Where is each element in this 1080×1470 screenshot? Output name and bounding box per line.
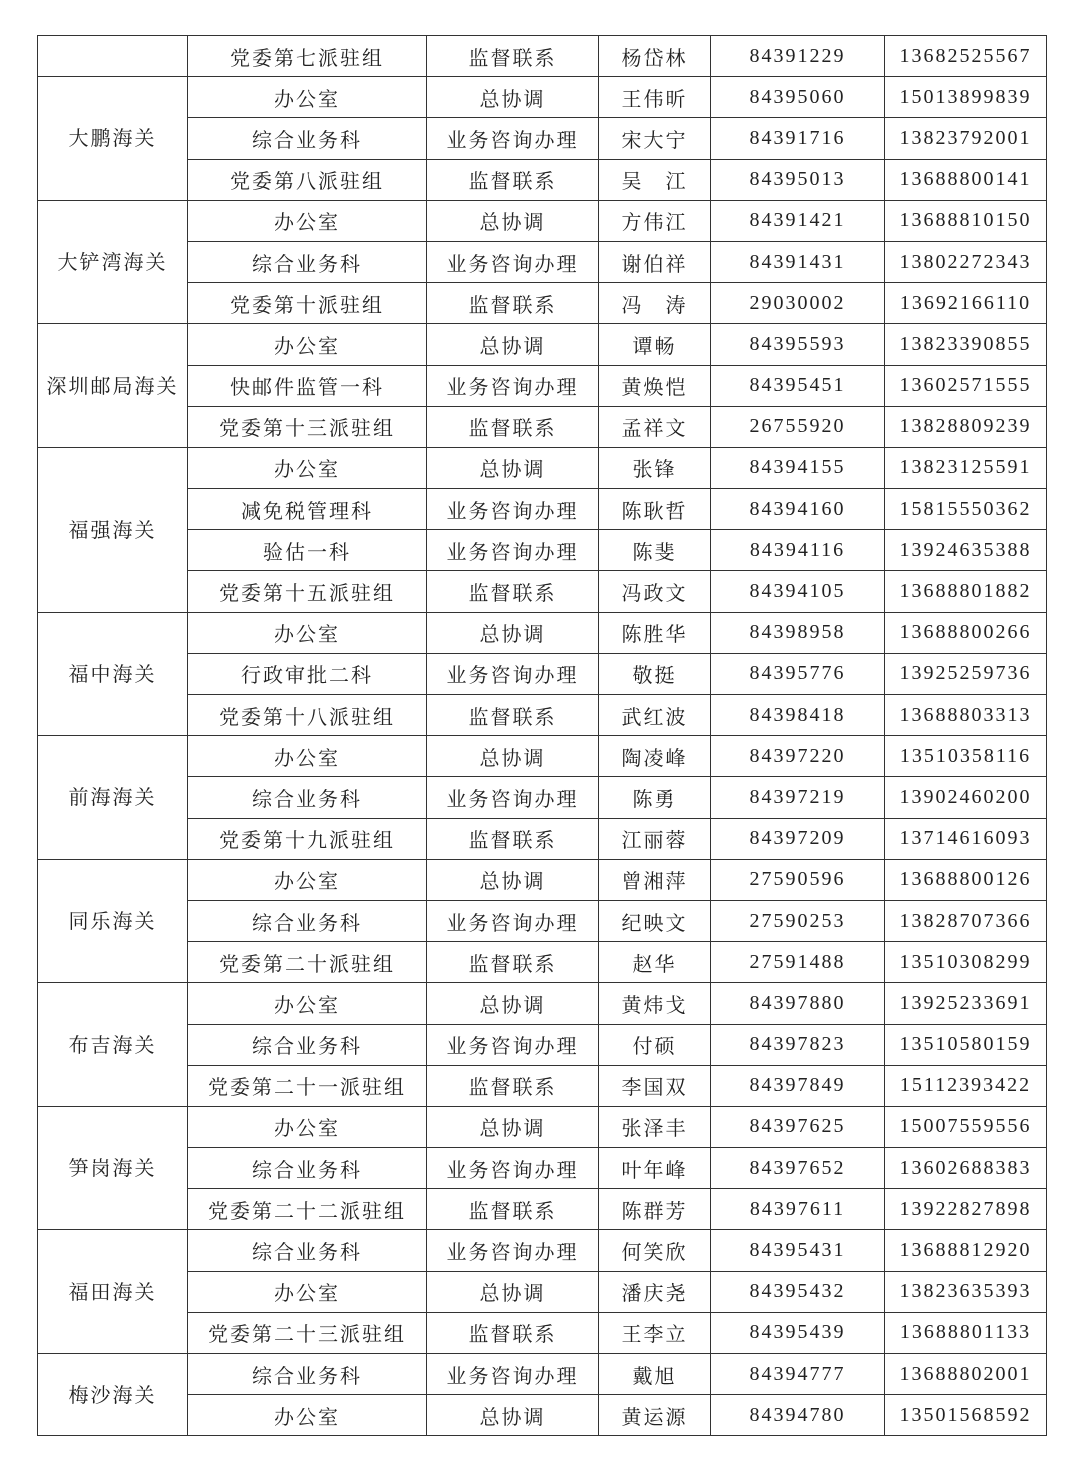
mobile-phone-cell: 13828809239 (885, 406, 1047, 447)
role-cell: 业务咨询办理 (427, 365, 599, 406)
customs-office-cell: 福中海关 (38, 612, 188, 736)
table-row (38, 447, 1047, 488)
department-cell: 办公室 (188, 1271, 427, 1312)
department-cell: 党委第七派驻组 (188, 36, 427, 77)
mobile-phone-cell: 13688801133 (885, 1312, 1047, 1353)
mobile-phone-cell: 13925233691 (885, 983, 1047, 1024)
customs-office-cell: 大铲湾海关 (38, 200, 188, 324)
mobile-phone-cell: 13823635393 (885, 1271, 1047, 1312)
department-cell: 综合业务科 (188, 118, 427, 159)
department-cell: 办公室 (188, 859, 427, 900)
table-row (38, 736, 1047, 777)
contact-name-cell: 武红波 (599, 695, 711, 736)
role-cell: 总协调 (427, 612, 599, 653)
table-row (38, 530, 1047, 571)
office-phone-cell: 84391431 (711, 241, 885, 282)
contact-name-cell: 杨岱林 (599, 36, 711, 77)
department-cell: 综合业务科 (188, 241, 427, 282)
department-cell: 党委第十九派驻组 (188, 818, 427, 859)
department-cell: 办公室 (188, 324, 427, 365)
department-cell: 综合业务科 (188, 900, 427, 941)
role-cell: 总协调 (427, 200, 599, 241)
role-cell: 监督联系 (427, 818, 599, 859)
department-cell: 党委第十八派驻组 (188, 695, 427, 736)
department-cell: 党委第二十三派驻组 (188, 1312, 427, 1353)
table-row (38, 1065, 1047, 1106)
contact-name-cell: 王李立 (599, 1312, 711, 1353)
contact-name-cell: 潘庆尧 (599, 1271, 711, 1312)
role-cell: 总协调 (427, 447, 599, 488)
department-cell: 办公室 (188, 77, 427, 118)
office-phone-cell: 27590596 (711, 859, 885, 900)
department-cell: 办公室 (188, 736, 427, 777)
table-row (38, 1148, 1047, 1189)
office-phone-cell: 84397823 (711, 1024, 885, 1065)
contact-name-cell: 冯政文 (599, 571, 711, 612)
table-row (38, 200, 1047, 241)
office-phone-cell: 26755920 (711, 406, 885, 447)
office-phone-cell: 84398418 (711, 695, 885, 736)
customs-office-cell: 梅沙海关 (38, 1354, 188, 1436)
office-phone-cell: 84397849 (711, 1065, 885, 1106)
office-phone-cell: 84395431 (711, 1230, 885, 1271)
mobile-phone-cell: 13501568592 (885, 1395, 1047, 1436)
department-cell: 党委第二十一派驻组 (188, 1065, 427, 1106)
mobile-phone-cell: 13823792001 (885, 118, 1047, 159)
office-phone-cell: 84391229 (711, 36, 885, 77)
department-cell: 综合业务科 (188, 1024, 427, 1065)
table-row (38, 612, 1047, 653)
table-row (38, 1312, 1047, 1353)
customs-office-cell: 福田海关 (38, 1230, 188, 1354)
customs-contact-table (37, 35, 1047, 1436)
department-cell: 党委第二十二派驻组 (188, 1189, 427, 1230)
contact-name-cell: 陈耿哲 (599, 489, 711, 530)
contact-name-cell: 谢伯祥 (599, 241, 711, 282)
contact-name-cell: 张泽丰 (599, 1106, 711, 1147)
contact-name-cell: 黄炜戈 (599, 983, 711, 1024)
role-cell: 监督联系 (427, 283, 599, 324)
office-phone-cell: 84394777 (711, 1354, 885, 1395)
table-row (38, 324, 1047, 365)
table-row (38, 818, 1047, 859)
table-row (38, 365, 1047, 406)
mobile-phone-cell: 13924635388 (885, 530, 1047, 571)
table-row (38, 900, 1047, 941)
contact-name-cell: 冯 涛 (599, 283, 711, 324)
table-row (38, 1271, 1047, 1312)
customs-office-cell: 深圳邮局海关 (38, 324, 188, 448)
office-phone-cell: 84394116 (711, 530, 885, 571)
role-cell: 总协调 (427, 1395, 599, 1436)
role-cell: 业务咨询办理 (427, 489, 599, 530)
table-row (38, 1106, 1047, 1147)
customs-office-cell: 大鹏海关 (38, 77, 188, 201)
contact-name-cell: 曾湘萍 (599, 859, 711, 900)
mobile-phone-cell: 13510358116 (885, 736, 1047, 777)
office-phone-cell: 84394105 (711, 571, 885, 612)
mobile-phone-cell: 13922827898 (885, 1189, 1047, 1230)
office-phone-cell: 84397880 (711, 983, 885, 1024)
department-cell: 党委第十派驻组 (188, 283, 427, 324)
role-cell: 业务咨询办理 (427, 653, 599, 694)
department-cell: 党委第八派驻组 (188, 159, 427, 200)
department-cell: 办公室 (188, 983, 427, 1024)
contact-name-cell: 敬挺 (599, 653, 711, 694)
department-cell: 行政审批二科 (188, 653, 427, 694)
mobile-phone-cell: 13802272343 (885, 241, 1047, 282)
mobile-phone-cell: 13510308299 (885, 942, 1047, 983)
role-cell: 总协调 (427, 1106, 599, 1147)
office-phone-cell: 84395593 (711, 324, 885, 365)
role-cell: 监督联系 (427, 942, 599, 983)
role-cell: 总协调 (427, 77, 599, 118)
office-phone-cell: 84391421 (711, 200, 885, 241)
role-cell: 总协调 (427, 859, 599, 900)
office-phone-cell: 84395776 (711, 653, 885, 694)
table-row (38, 489, 1047, 530)
mobile-phone-cell: 13823125591 (885, 447, 1047, 488)
contact-name-cell: 吴 江 (599, 159, 711, 200)
customs-office-cell: 福强海关 (38, 447, 188, 612)
role-cell: 监督联系 (427, 406, 599, 447)
office-phone-cell: 84394155 (711, 447, 885, 488)
office-phone-cell: 84395060 (711, 77, 885, 118)
role-cell: 监督联系 (427, 36, 599, 77)
office-phone-cell: 29030002 (711, 283, 885, 324)
contact-name-cell: 方伟江 (599, 200, 711, 241)
office-phone-cell: 84395451 (711, 365, 885, 406)
department-cell: 党委第十三派驻组 (188, 406, 427, 447)
table-body (38, 36, 1047, 1436)
mobile-phone-cell: 13828707366 (885, 900, 1047, 941)
customs-office-cell: 前海海关 (38, 736, 188, 860)
customs-office-cell: 布吉海关 (38, 983, 188, 1107)
department-cell: 党委第二十派驻组 (188, 942, 427, 983)
contact-name-cell: 陈斐 (599, 530, 711, 571)
table-row (38, 36, 1047, 77)
contact-name-cell: 陈群芳 (599, 1189, 711, 1230)
office-phone-cell: 84397219 (711, 777, 885, 818)
department-cell: 快邮件监管一科 (188, 365, 427, 406)
mobile-phone-cell: 13688812920 (885, 1230, 1047, 1271)
department-cell: 办公室 (188, 612, 427, 653)
table-row (38, 1354, 1047, 1395)
role-cell: 业务咨询办理 (427, 1230, 599, 1271)
table-row (38, 942, 1047, 983)
table-row (38, 241, 1047, 282)
contact-name-cell: 赵华 (599, 942, 711, 983)
department-cell: 党委第十五派驻组 (188, 571, 427, 612)
mobile-phone-cell: 13602688383 (885, 1148, 1047, 1189)
role-cell: 监督联系 (427, 1065, 599, 1106)
office-phone-cell: 84397652 (711, 1148, 885, 1189)
role-cell: 业务咨询办理 (427, 1354, 599, 1395)
table-row (38, 1024, 1047, 1065)
department-cell: 综合业务科 (188, 1354, 427, 1395)
role-cell: 监督联系 (427, 1312, 599, 1353)
table-row (38, 406, 1047, 447)
table-row (38, 695, 1047, 736)
office-phone-cell: 84397220 (711, 736, 885, 777)
contact-name-cell: 李国双 (599, 1065, 711, 1106)
mobile-phone-cell: 13602571555 (885, 365, 1047, 406)
department-cell: 办公室 (188, 1106, 427, 1147)
contact-name-cell: 宋大宁 (599, 118, 711, 159)
office-phone-cell: 84397611 (711, 1189, 885, 1230)
contact-name-cell: 付硕 (599, 1024, 711, 1065)
office-phone-cell: 84397209 (711, 818, 885, 859)
mobile-phone-cell: 13714616093 (885, 818, 1047, 859)
department-cell: 办公室 (188, 200, 427, 241)
office-phone-cell: 84395013 (711, 159, 885, 200)
mobile-phone-cell: 13902460200 (885, 777, 1047, 818)
mobile-phone-cell: 15815550362 (885, 489, 1047, 530)
contact-name-cell: 何笑欣 (599, 1230, 711, 1271)
mobile-phone-cell: 13688803313 (885, 695, 1047, 736)
mobile-phone-cell: 13688810150 (885, 200, 1047, 241)
table-row (38, 283, 1047, 324)
mobile-phone-cell: 13692166110 (885, 283, 1047, 324)
customs-office-cell: 同乐海关 (38, 859, 188, 983)
table-row (38, 653, 1047, 694)
department-cell: 办公室 (188, 1395, 427, 1436)
table-row (38, 571, 1047, 612)
office-phone-cell: 84398958 (711, 612, 885, 653)
role-cell: 总协调 (427, 324, 599, 365)
office-phone-cell: 84394160 (711, 489, 885, 530)
department-cell: 综合业务科 (188, 1148, 427, 1189)
mobile-phone-cell: 13688800126 (885, 859, 1047, 900)
contact-name-cell: 纪映文 (599, 900, 711, 941)
contact-name-cell: 王伟昕 (599, 77, 711, 118)
table-row (38, 1189, 1047, 1230)
role-cell: 总协调 (427, 1271, 599, 1312)
table-row (38, 77, 1047, 118)
role-cell: 业务咨询办理 (427, 1148, 599, 1189)
role-cell: 监督联系 (427, 571, 599, 612)
table-row (38, 118, 1047, 159)
role-cell: 总协调 (427, 736, 599, 777)
table-row (38, 1395, 1047, 1436)
contact-name-cell: 陈勇 (599, 777, 711, 818)
table-row (38, 859, 1047, 900)
mobile-phone-cell: 15013899839 (885, 77, 1047, 118)
office-phone-cell: 84394780 (711, 1395, 885, 1436)
mobile-phone-cell: 13823390855 (885, 324, 1047, 365)
role-cell: 业务咨询办理 (427, 777, 599, 818)
customs-office-cell: 笋岗海关 (38, 1106, 188, 1230)
mobile-phone-cell: 13688800141 (885, 159, 1047, 200)
table-row (38, 983, 1047, 1024)
table-row (38, 159, 1047, 200)
mobile-phone-cell: 13682525567 (885, 36, 1047, 77)
mobile-phone-cell: 13688801882 (885, 571, 1047, 612)
role-cell: 监督联系 (427, 159, 599, 200)
role-cell: 业务咨询办理 (427, 241, 599, 282)
role-cell: 监督联系 (427, 1189, 599, 1230)
role-cell: 业务咨询办理 (427, 900, 599, 941)
contact-name-cell: 张锋 (599, 447, 711, 488)
office-phone-cell: 27591488 (711, 942, 885, 983)
role-cell: 业务咨询办理 (427, 1024, 599, 1065)
contact-name-cell: 叶年峰 (599, 1148, 711, 1189)
contact-name-cell: 黄焕恺 (599, 365, 711, 406)
mobile-phone-cell: 13510580159 (885, 1024, 1047, 1065)
contact-name-cell: 陶凌峰 (599, 736, 711, 777)
contact-name-cell: 黄运源 (599, 1395, 711, 1436)
office-phone-cell: 27590253 (711, 900, 885, 941)
department-cell: 减免税管理科 (188, 489, 427, 530)
office-phone-cell: 84395439 (711, 1312, 885, 1353)
role-cell: 业务咨询办理 (427, 118, 599, 159)
department-cell: 综合业务科 (188, 1230, 427, 1271)
department-cell: 办公室 (188, 447, 427, 488)
mobile-phone-cell: 13688800266 (885, 612, 1047, 653)
mobile-phone-cell: 15007559556 (885, 1106, 1047, 1147)
contact-name-cell: 孟祥文 (599, 406, 711, 447)
office-phone-cell: 84395432 (711, 1271, 885, 1312)
department-cell: 综合业务科 (188, 777, 427, 818)
role-cell: 监督联系 (427, 695, 599, 736)
role-cell: 业务咨询办理 (427, 530, 599, 571)
table-row (38, 777, 1047, 818)
role-cell: 总协调 (427, 983, 599, 1024)
customs-office-cell (38, 36, 188, 77)
mobile-phone-cell: 13688802001 (885, 1354, 1047, 1395)
contact-name-cell: 谭畅 (599, 324, 711, 365)
office-phone-cell: 84391716 (711, 118, 885, 159)
contact-name-cell: 陈胜华 (599, 612, 711, 653)
table-row (38, 1230, 1047, 1271)
contact-name-cell: 江丽蓉 (599, 818, 711, 859)
mobile-phone-cell: 15112393422 (885, 1065, 1047, 1106)
department-cell: 验估一科 (188, 530, 427, 571)
mobile-phone-cell: 13925259736 (885, 653, 1047, 694)
office-phone-cell: 84397625 (711, 1106, 885, 1147)
contact-name-cell: 戴旭 (599, 1354, 711, 1395)
